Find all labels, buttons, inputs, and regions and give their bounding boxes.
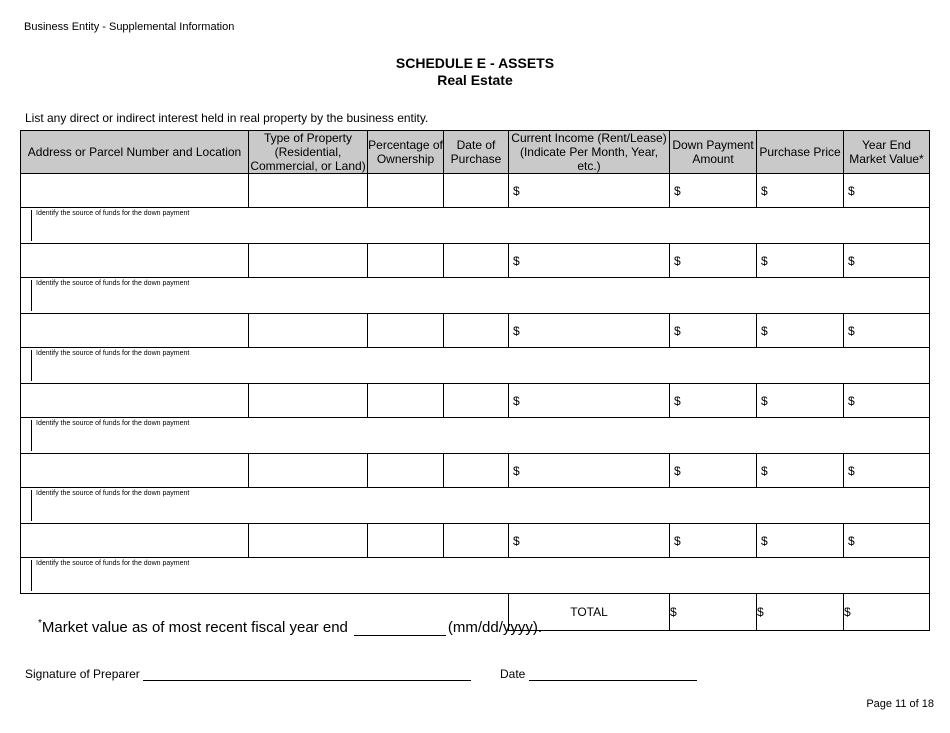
purchase-date-field[interactable] xyxy=(444,384,509,418)
col-header-market-value: Year End Market Value* xyxy=(844,131,930,174)
currency-symbol: $ xyxy=(848,183,855,198)
currency-symbol: $ xyxy=(674,393,681,408)
current-income-field[interactable] xyxy=(509,174,670,208)
currency-symbol: $ xyxy=(674,253,681,268)
total-purchase-price-field[interactable] xyxy=(757,594,844,631)
currency-symbol: $ xyxy=(848,393,855,408)
ownership-percentage-field[interactable] xyxy=(368,454,444,488)
currency-symbol: $ xyxy=(674,183,681,198)
purchase-price-field[interactable] xyxy=(757,454,844,488)
currency-symbol: $ xyxy=(848,533,855,548)
source-of-funds-row xyxy=(21,418,930,454)
purchase-price-field[interactable] xyxy=(757,384,844,418)
purchase-date-field[interactable] xyxy=(444,454,509,488)
address-field[interactable] xyxy=(21,174,249,208)
currency-symbol: $ xyxy=(513,323,520,338)
page-title: SCHEDULE E - ASSETS xyxy=(395,55,555,71)
current-income-field[interactable] xyxy=(509,244,670,278)
source-of-funds-row xyxy=(21,278,930,314)
col-header-down-payment: Down Payment Amount xyxy=(670,131,757,174)
source-of-funds-label: Identify the source of funds for the down payment xyxy=(31,490,929,521)
market-value-field[interactable] xyxy=(844,524,930,558)
currency-symbol: $ xyxy=(761,323,768,338)
real-estate-table xyxy=(20,130,930,631)
total-down-payment-field[interactable] xyxy=(670,594,757,631)
table-row xyxy=(21,314,930,348)
fiscal-year-end-field[interactable] xyxy=(354,619,446,636)
property-type-field[interactable] xyxy=(249,314,368,348)
purchase-date-field[interactable] xyxy=(444,244,509,278)
currency-symbol: $ xyxy=(674,533,681,548)
source-of-funds-field[interactable] xyxy=(21,278,930,314)
current-income-field[interactable] xyxy=(509,524,670,558)
purchase-price-field[interactable] xyxy=(757,174,844,208)
down-payment-field[interactable] xyxy=(670,384,757,418)
currency-symbol: $ xyxy=(513,393,520,408)
source-of-funds-label: Identify the source of funds for the down payment xyxy=(31,280,929,311)
currency-symbol: $ xyxy=(848,323,855,338)
source-of-funds-row xyxy=(21,348,930,384)
currency-symbol: $ xyxy=(674,463,681,478)
source-of-funds-field[interactable] xyxy=(21,488,930,524)
currency-symbol: $ xyxy=(848,463,855,478)
total-label: TOTAL xyxy=(509,594,670,631)
date-block xyxy=(500,666,697,681)
total-market-value-field[interactable] xyxy=(844,594,930,631)
property-type-field[interactable] xyxy=(249,524,368,558)
property-type-field[interactable] xyxy=(249,244,368,278)
current-income-field[interactable] xyxy=(509,314,670,348)
source-of-funds-field[interactable] xyxy=(21,418,930,454)
ownership-percentage-field[interactable] xyxy=(368,524,444,558)
table-row xyxy=(21,174,930,208)
property-type-field[interactable] xyxy=(249,454,368,488)
source-of-funds-label: Identify the source of funds for the down payment xyxy=(31,560,929,591)
address-field[interactable] xyxy=(21,244,249,278)
source-of-funds-label: Identify the source of funds for the down payment xyxy=(31,420,929,451)
market-value-field[interactable] xyxy=(844,174,930,208)
source-of-funds-field[interactable] xyxy=(21,208,930,244)
address-field[interactable] xyxy=(21,454,249,488)
currency-symbol: $ xyxy=(757,605,764,619)
date-format-hint: (mm/dd/yyyy). xyxy=(447,619,543,636)
down-payment-field[interactable] xyxy=(670,454,757,488)
purchase-date-field[interactable] xyxy=(444,174,509,208)
signature-label: Signature of Preparer xyxy=(25,667,140,681)
market-value-field[interactable] xyxy=(844,454,930,488)
currency-symbol: $ xyxy=(761,183,768,198)
source-of-funds-row xyxy=(21,488,930,524)
page-number: Page 11 of 18 xyxy=(866,698,934,710)
footnote-marker: * xyxy=(38,618,42,629)
down-payment-field[interactable] xyxy=(670,314,757,348)
ownership-percentage-field[interactable] xyxy=(368,384,444,418)
ownership-percentage-field[interactable] xyxy=(368,174,444,208)
currency-symbol: $ xyxy=(513,253,520,268)
purchase-date-field[interactable] xyxy=(444,524,509,558)
currency-symbol: $ xyxy=(761,253,768,268)
table-row xyxy=(21,454,930,488)
page-subtitle: Real Estate xyxy=(437,72,513,88)
date-label: Date xyxy=(500,667,526,681)
address-field[interactable] xyxy=(21,524,249,558)
col-header-percentage: Percentage of Ownership xyxy=(368,131,444,174)
currency-symbol: $ xyxy=(513,533,520,548)
col-header-date: Date of Purchase xyxy=(444,131,509,174)
ownership-percentage-field[interactable] xyxy=(368,244,444,278)
address-field[interactable] xyxy=(21,314,249,348)
current-income-field[interactable] xyxy=(509,384,670,418)
purchase-price-field[interactable] xyxy=(757,314,844,348)
currency-symbol: $ xyxy=(761,393,768,408)
footnote xyxy=(38,618,542,636)
currency-symbol: $ xyxy=(848,253,855,268)
market-value-field[interactable] xyxy=(844,244,930,278)
down-payment-field[interactable] xyxy=(670,524,757,558)
col-header-income: Current Income (Rent/Lease) (Indicate Per Month, Year, etc.) xyxy=(509,131,670,174)
footnote-text: Market value as of most recent fiscal year end xyxy=(41,619,348,636)
currency-symbol: $ xyxy=(513,183,520,198)
current-income-field[interactable] xyxy=(509,454,670,488)
table-body xyxy=(21,174,930,594)
property-type-field[interactable] xyxy=(249,384,368,418)
currency-symbol: $ xyxy=(513,463,520,478)
purchase-price-field[interactable] xyxy=(757,524,844,558)
form-header: Business Entity - Supplemental Information xyxy=(24,21,235,33)
property-type-field[interactable] xyxy=(249,174,368,208)
table-row xyxy=(21,244,930,278)
signature-field[interactable] xyxy=(143,666,471,681)
col-header-address: Address or Parcel Number and Location xyxy=(21,131,249,174)
col-header-purchase-price: Purchase Price xyxy=(757,131,844,174)
source-of-funds-field[interactable] xyxy=(21,348,930,384)
source-of-funds-label: Identify the source of funds for the down payment xyxy=(31,210,929,241)
source-of-funds-label: Identify the source of funds for the down payment xyxy=(31,350,929,381)
currency-symbol: $ xyxy=(674,323,681,338)
signature-block xyxy=(25,666,471,681)
source-of-funds-row xyxy=(21,558,930,594)
currency-symbol: $ xyxy=(670,605,677,619)
address-field[interactable] xyxy=(21,384,249,418)
purchase-price-field[interactable] xyxy=(757,244,844,278)
down-payment-field[interactable] xyxy=(670,174,757,208)
purchase-date-field[interactable] xyxy=(444,314,509,348)
currency-symbol: $ xyxy=(761,463,768,478)
source-of-funds-row xyxy=(21,208,930,244)
currency-symbol: $ xyxy=(761,533,768,548)
ownership-percentage-field[interactable] xyxy=(368,314,444,348)
table-row xyxy=(21,524,930,558)
market-value-field[interactable] xyxy=(844,384,930,418)
currency-symbol: $ xyxy=(844,605,851,619)
date-field[interactable] xyxy=(529,666,697,681)
table-row xyxy=(21,384,930,418)
down-payment-field[interactable] xyxy=(670,244,757,278)
source-of-funds-field[interactable] xyxy=(21,558,930,594)
col-header-type: Type of Property (Residential, Commercial, or Land) xyxy=(250,131,366,173)
instruction-text: List any direct or indirect interest held in real property by the business entity. xyxy=(25,111,429,125)
market-value-field[interactable] xyxy=(844,314,930,348)
